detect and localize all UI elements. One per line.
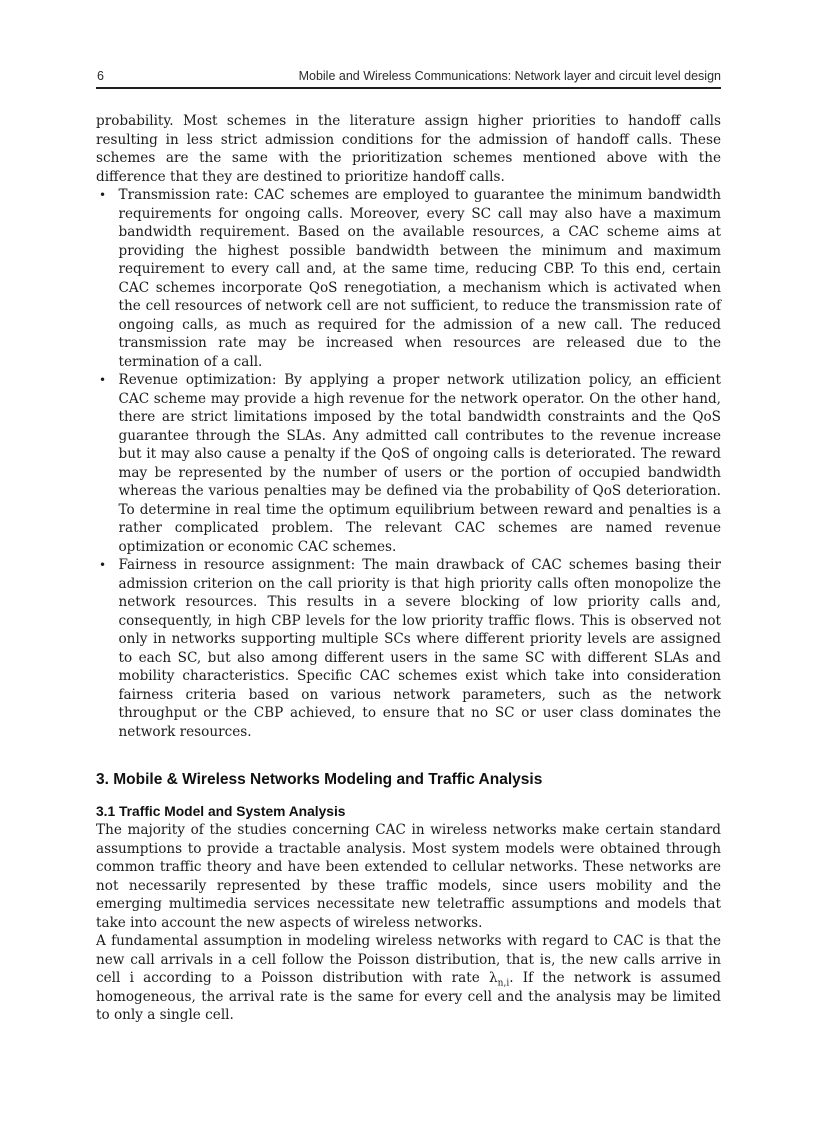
bullet-icon: • xyxy=(99,188,107,202)
bullet-text: Revenue optimization: By applying a proper network utilization policy, an efficient CAC scheme may provide a high revenue for the network operator. On the other hand, there are strict limitations imposed by the total bandwidth constraints and the QoS guarantee through the SLAs. Any admitted call contributes to the revenue increase but it may also cause a penalty if the QoS of ongoing calls is deteriorated. The reward may be represented by the number of users or the portion of occupied bandwidth whereas the various penalties may be defined via the probability of QoS deterioration. To determine in real time the optimum equilibrium between reward and penalties is a rather complicated problem. The relevant CAC schemes are named revenue optimization or economic CAC schemes. xyxy=(118,372,721,555)
page-body xyxy=(96,112,721,1025)
page-header xyxy=(96,69,721,89)
bullet-text: Transmission rate: CAC schemes are employed to guarantee the minimum bandwidth requirements for ongoing calls. Moreover, every SC call may also have a maximum bandwidth requirement. Based on the available resources, a CAC scheme aims at providing the highest possible bandwidth between the minimum and maximum requirement to every call and, at the same time, reducing CBP. To this end, certain CAC schemes incorporate QoS renegotiation, a mechanism which is activated when the cell resources of network cell are not sufficient, to reduce the transmission rate of ongoing calls, as much as required for the admission of a new call. The reduced transmission rate may be increased when resources are released due to the termination of a call. xyxy=(118,187,721,370)
paragraph-traffic-model: The majority of the studies concerning CAC in wireless networks make certain standard assumptions to provide a tractable analysis. Most system models were obtained through common traffic theory and have been extended to cellular networks. These networks are not necessarily represented by these traffic models, since users mobility and the emerging multimedia services necessitate new teletraffic assumptions and models that take into account the new aspects of wireless networks. xyxy=(96,822,721,931)
paragraph-continuation: probability. Most schemes in the literature assign higher priorities to handoff calls resulting in less strict admission conditions for the admission of handoff calls. These schemes are the same with the prioritization schemes mentioned above with the difference that they are destined to prioritize handoff calls. xyxy=(96,113,721,185)
subsection-heading: 3.1 Traffic Model and System Analysis xyxy=(96,804,346,819)
poisson-text-before: A fundamental assumption in modeling wireless networks with regard to CAC is that the new call arrivals in a cell follow the Poisson distribution, that is, the new calls arrive in cell i according to a Poisson distribution with rate λ xyxy=(96,933,721,986)
section-heading: 3. Mobile & Wireless Networks Modeling and Traffic Analysis xyxy=(96,771,543,788)
lambda-subscript: n,i xyxy=(497,978,510,989)
poisson-text-after: . If the network is assumed homogeneous, the arrival rate is the same for every cell and the analysis may be limited to only a single cell. xyxy=(96,970,721,1023)
running-title: Mobile and Wireless Communications: Network layer and circuit level design xyxy=(298,69,721,83)
bullet-item-fairness xyxy=(96,556,721,741)
bullet-item-transmission-rate xyxy=(96,186,721,371)
bullet-text: Fairness in resource assignment: The main drawback of CAC schemes basing their admission criterion on the call priority is that high priority calls often monopolize the network resources. This results in a severe blocking of low priority calls and, consequently, in high CBP levels for the low priority traffic flows. This is observed not only in networks supporting multiple SCs where different priority levels are assigned to each SC, but also among different users in the same SC with different SLAs and mobility characteristics. Specific CAC schemes exist which take into consideration fairness criteria based on various network parameters, such as the network throughput or the CBP achieved, to ensure that no SC or user class dominates the network resources. xyxy=(118,557,721,740)
bullet-icon: • xyxy=(99,373,107,387)
bullet-icon: • xyxy=(99,558,107,572)
page-number: 6 xyxy=(97,69,104,83)
paragraph-poisson xyxy=(96,932,721,1025)
bullet-item-revenue-optimization xyxy=(96,371,721,556)
